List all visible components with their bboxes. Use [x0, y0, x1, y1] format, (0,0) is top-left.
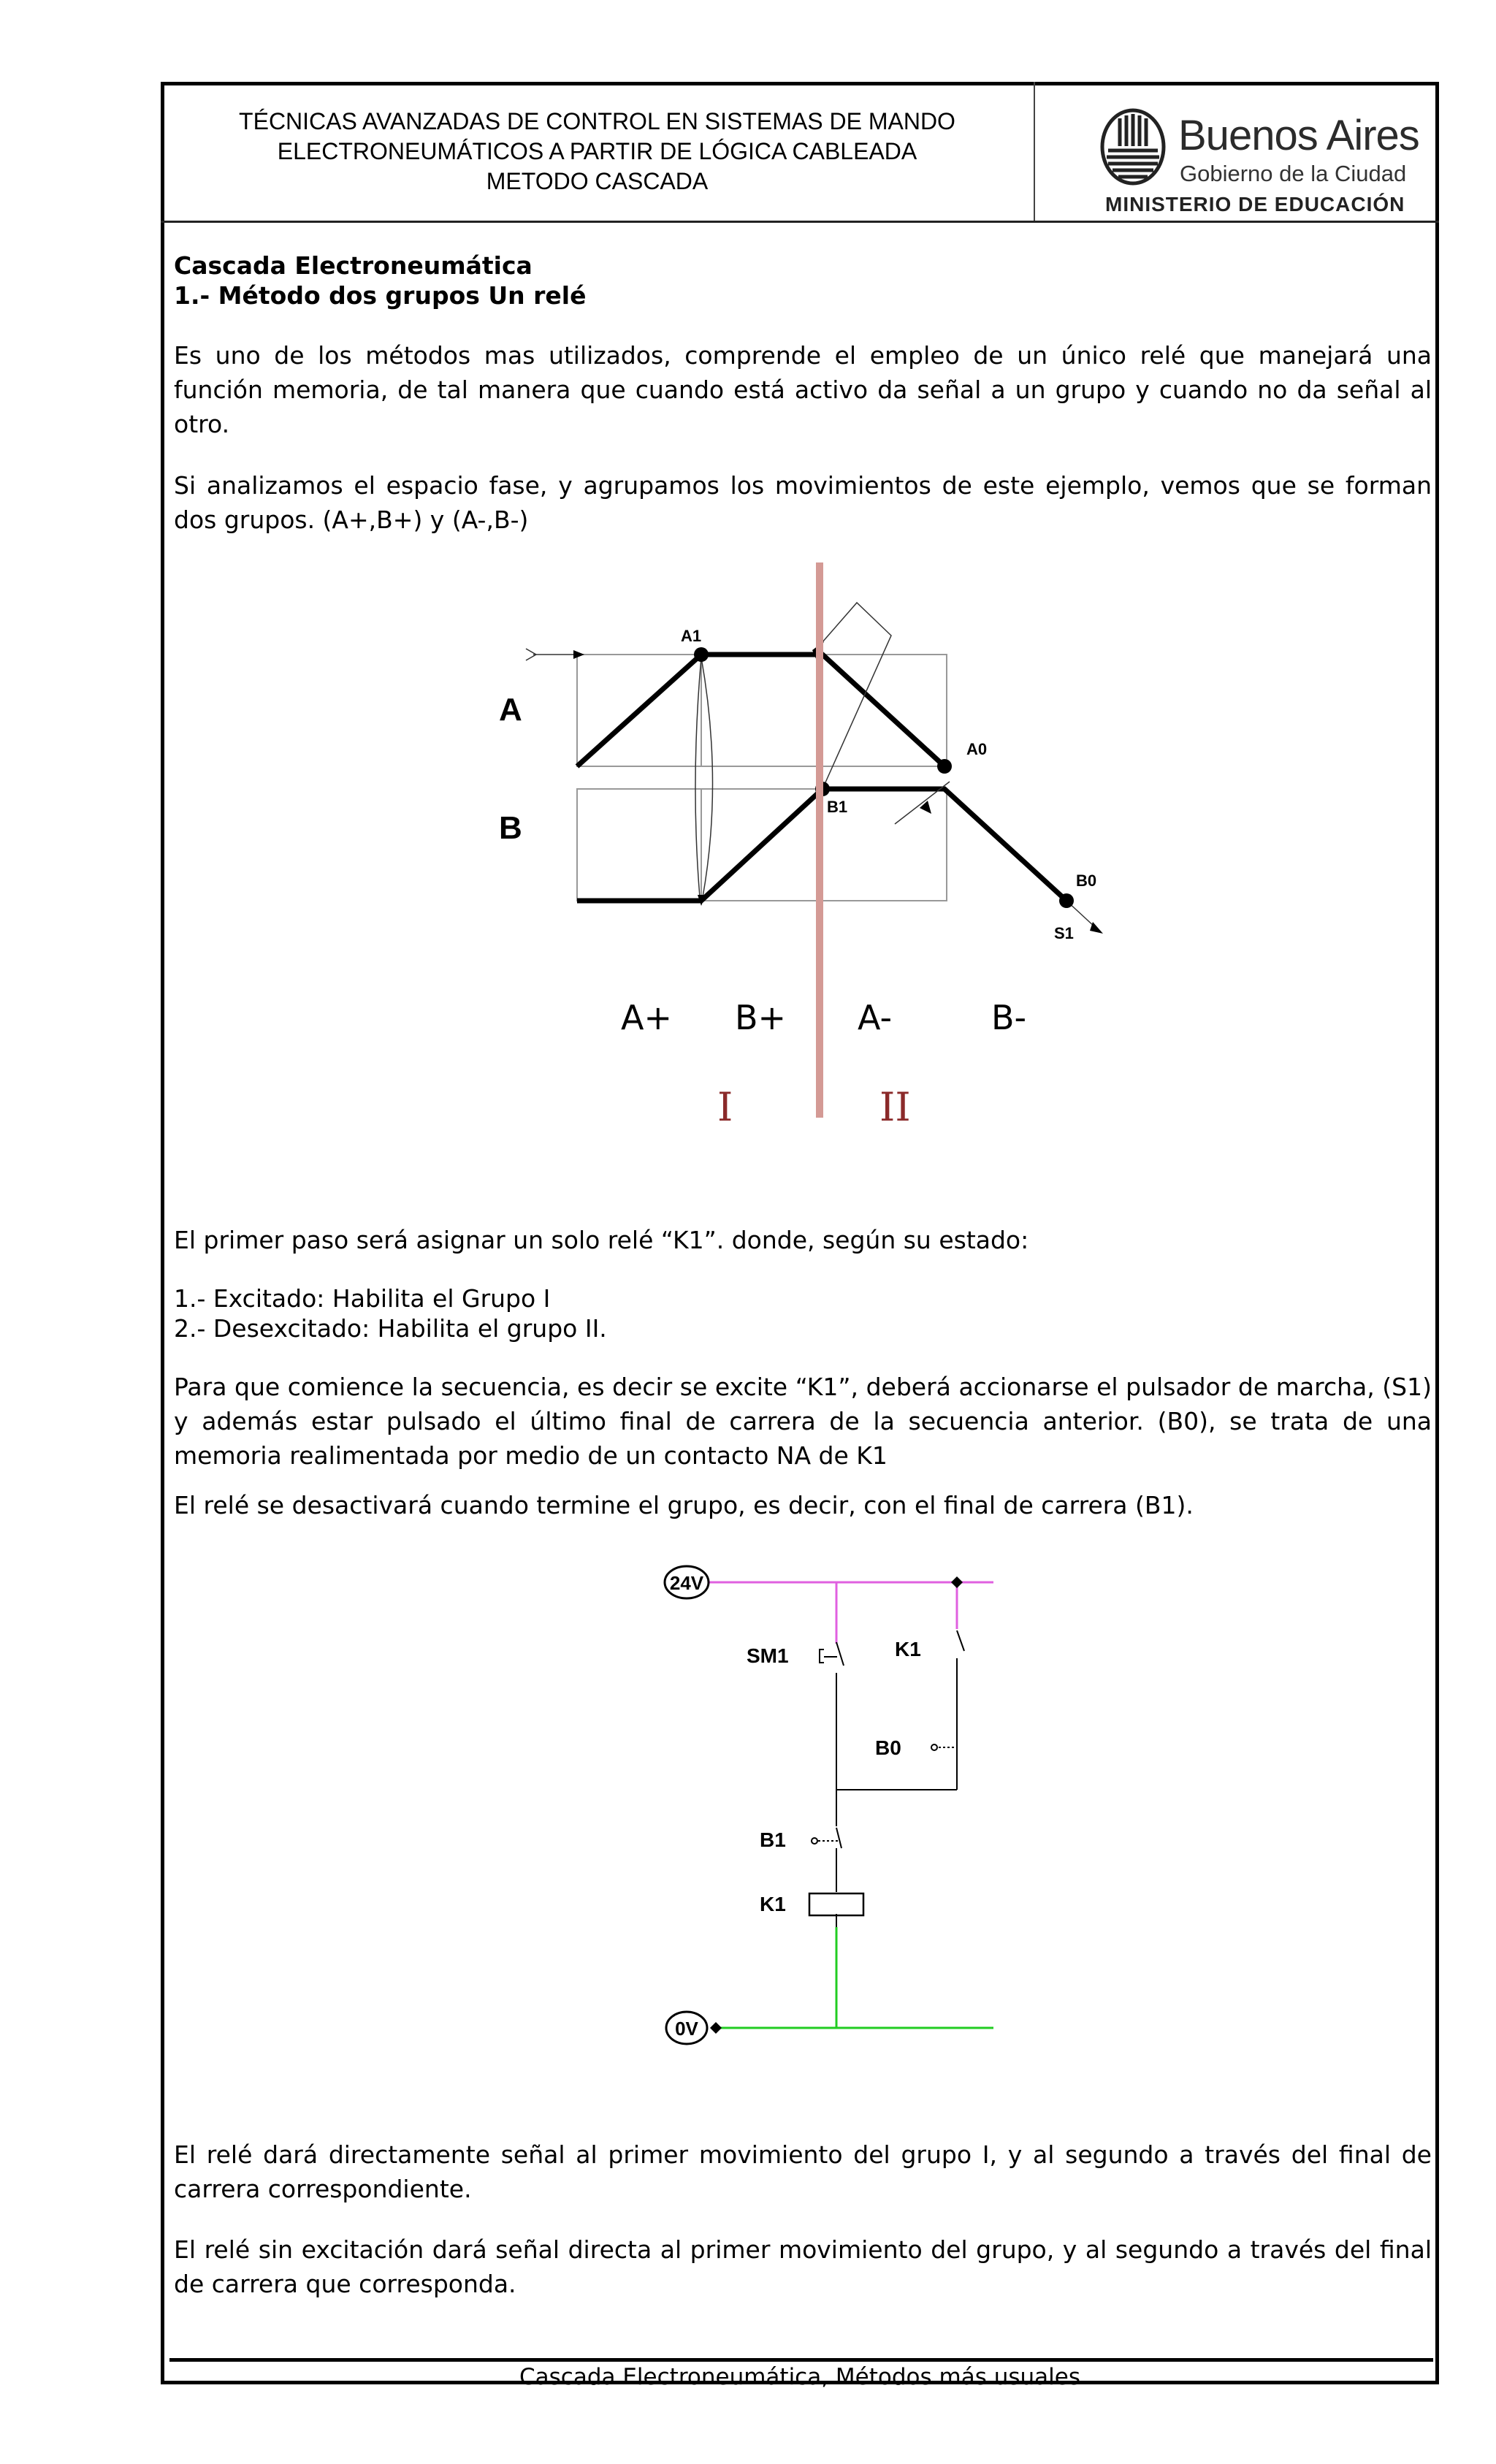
point-label-a0: A0	[966, 740, 988, 758]
supply-bottom-label: 0V	[675, 2018, 698, 2040]
supply-top-label: 24V	[669, 1572, 704, 1594]
header-title-line: METODO CASCADA	[486, 167, 709, 194]
movement-label: B-	[991, 998, 1027, 1037]
phase-grid	[577, 655, 947, 901]
row-label-b: B	[499, 810, 522, 846]
label-b1: B1	[760, 1828, 786, 1851]
supply-0v-icon	[666, 2012, 707, 2044]
arrow-head	[920, 801, 931, 814]
city-emblem-icon	[1099, 108, 1167, 186]
logo-name: Buenos Aires	[1178, 112, 1419, 159]
list-item: 1.- Excitado: Habilita el Grupo I	[174, 1284, 551, 1313]
page-footer: Cascada Electroneumática, Métodos más usuales	[519, 2364, 1080, 2390]
phase-diagram	[482, 562, 1140, 1132]
paragraph-deactivation: El relé se desactivará cuando termine el grupo, es decir, con el final de carrera (B1).	[174, 1491, 1194, 1519]
point-label-b0: B0	[1076, 871, 1097, 890]
list-item: 2.- Desexcitado: Habilita el grupo II.	[174, 1314, 607, 1343]
movement-label: A-	[858, 998, 893, 1037]
phase-points	[694, 647, 1074, 908]
label-sm1: SM1	[747, 1644, 789, 1667]
signal-arrows	[526, 603, 1096, 928]
label-b0: B0	[875, 1736, 901, 1759]
logo-ministry: MINISTERIO DE EDUCACIÓN	[1105, 193, 1405, 215]
movement-label: A+	[621, 998, 673, 1037]
group-label-i: I	[717, 1084, 733, 1130]
positive-rail	[709, 1582, 993, 1644]
logo-subtitle: Gobierno de la Ciudad	[1180, 161, 1407, 186]
movement-label: B+	[735, 998, 787, 1037]
negative-rail	[716, 1927, 993, 2028]
row-label-a: A	[499, 692, 522, 728]
point-label-b1: B1	[827, 798, 848, 816]
supply-24v-icon	[665, 1566, 709, 1598]
page-header	[161, 82, 1439, 223]
relay-coil-k1	[809, 1893, 863, 1915]
paragraph-group-ii-signal: El relé sin excitación dará señal directa al primer movimiento del grupo, y al segundo a través del final de carrera que corresponda.	[174, 2235, 1432, 2298]
section-title: Cascada Electroneumática	[174, 251, 533, 280]
group-label-ii: II	[879, 1084, 911, 1130]
section-subtitle: 1.- Método dos grupos Un relé	[174, 281, 587, 310]
buenos-aires-logo	[1099, 98, 1419, 215]
header-title	[161, 82, 1035, 221]
paragraph-intro: Es uno de los métodos mas utilizados, comprende el empleo de un único relé que manejará una función memoria, de tal manera que cuando está activo da señal a un grupo y cuando no da señal al otro.	[174, 341, 1432, 438]
footer-divider	[169, 2358, 1433, 2362]
arrow-head	[573, 650, 584, 659]
label-k1-contact: K1	[895, 1638, 921, 1660]
relay-circuit	[643, 1556, 1008, 2082]
header-title-line: TÉCNICAS AVANZADAS DE CONTROL EN SISTEMAS DE MANDO	[239, 107, 955, 134]
paragraph-group-i-signal: El relé dará directamente señal al primer movimiento del grupo I, y al segundo a través del final de carrera correspondiente.	[174, 2140, 1432, 2203]
group-divider	[816, 562, 823, 1118]
paragraph-phase-space: Si analizamos el espacio fase, y agrupamos los movimientos de este ejemplo, vemos que se forman dos grupos. (A+,B+) y (A-,B-)	[174, 471, 1432, 534]
paragraph-first-step: El primer paso será asignar un solo relé “K1”. donde, según su estado:	[174, 1226, 1029, 1254]
label-k1-coil: K1	[760, 1893, 786, 1915]
point-label-a1: A1	[681, 627, 702, 645]
paragraph-sequence-start: Para que comience la secuencia, es decir se excite “K1”, deberá accionarse el pulsador de marcha, (S1) y además estar pulsado el último final de carrera de la secuencia anterior. (B0), se trata de una memoria realimentada por medio de un contacto NA de K1	[174, 1373, 1432, 1470]
circuit-wires	[836, 1658, 957, 1927]
point-label-s1: S1	[1054, 924, 1074, 942]
header-title-line: ELECTRONEUMÁTICOS A PARTIR DE LÓGICA CABLEADA	[277, 137, 917, 164]
phase-path-a	[577, 655, 944, 766]
